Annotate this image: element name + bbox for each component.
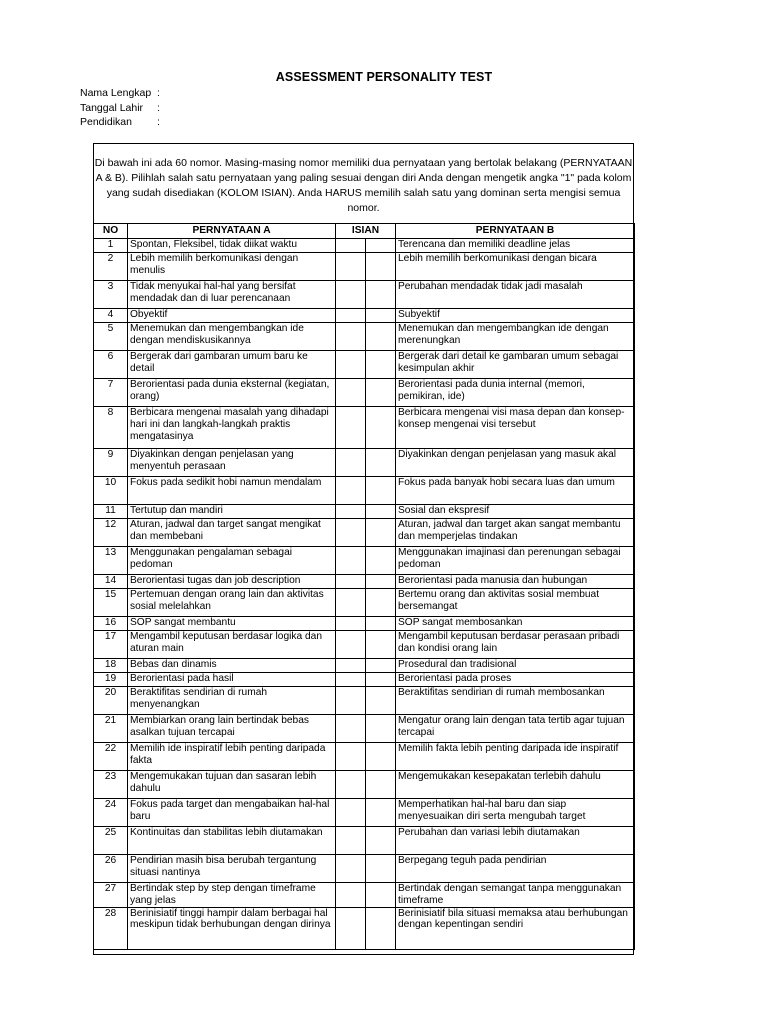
statement-a: Membiarkan orang lain bertindak bebas asalkan tujuan tercapai bbox=[128, 715, 336, 743]
isian-b-cell[interactable] bbox=[366, 673, 396, 687]
isian-a-cell[interactable] bbox=[336, 771, 366, 799]
table-row bbox=[94, 771, 635, 799]
row-number: 9 bbox=[94, 449, 128, 477]
isian-b-cell[interactable] bbox=[366, 477, 396, 505]
isian-b-cell[interactable] bbox=[366, 659, 396, 673]
statement-b: Berinisiatif bila situasi memaksa atau berhubungan dengan kepentingan sendiri bbox=[396, 907, 635, 949]
statement-a: Tidak menyukai hal-hal yang bersifat mendadak dan di luar perencanaan bbox=[128, 281, 336, 309]
isian-a-cell[interactable] bbox=[336, 673, 366, 687]
isian-b-cell[interactable] bbox=[366, 505, 396, 519]
statement-a: Mengemukakan tujuan dan sasaran lebih dahulu bbox=[128, 771, 336, 799]
isian-b-cell[interactable] bbox=[366, 631, 396, 659]
header-pernyataan-a: PERNYATAAN A bbox=[128, 224, 336, 239]
row-number: 21 bbox=[94, 715, 128, 743]
statement-a: SOP sangat membantu bbox=[128, 617, 336, 631]
statement-a: Bertindak step by step dengan timeframe yang jelas bbox=[128, 883, 336, 908]
row-number: 13 bbox=[94, 547, 128, 575]
row-number: 22 bbox=[94, 743, 128, 771]
table-row bbox=[94, 519, 635, 547]
row-number: 25 bbox=[94, 827, 128, 855]
row-number: 8 bbox=[94, 407, 128, 449]
row-number: 2 bbox=[94, 253, 128, 281]
statement-b: Bergerak dari detail ke gambaran umum sebagai kesimpulan akhir bbox=[396, 351, 635, 379]
statements-table bbox=[93, 223, 635, 950]
isian-a-cell[interactable] bbox=[336, 351, 366, 379]
field-label: Tanggal Lahir bbox=[80, 101, 144, 114]
row-number: 15 bbox=[94, 589, 128, 617]
statement-a: Beraktifitas sendirian di rumah menyenangkan bbox=[128, 687, 336, 715]
statement-a: Menemukan dan mengembangkan ide dengan mendiskusikannya bbox=[128, 323, 336, 351]
field-label: Pendidikan bbox=[80, 116, 132, 128]
table-row bbox=[94, 855, 635, 883]
isian-b-cell[interactable] bbox=[366, 687, 396, 715]
statement-a: Berinisiatif tinggi hampir dalam berbagai hal meskipun tidak berhubungan dengan dirinya bbox=[128, 907, 336, 949]
isian-b-cell[interactable] bbox=[366, 281, 396, 309]
isian-b-cell[interactable] bbox=[366, 771, 396, 799]
row-number: 1 bbox=[94, 239, 128, 253]
row-number: 20 bbox=[94, 687, 128, 715]
table-row bbox=[94, 589, 635, 617]
isian-a-cell[interactable] bbox=[336, 687, 366, 715]
isian-a-cell[interactable] bbox=[336, 477, 366, 505]
isian-b-cell[interactable] bbox=[366, 547, 396, 575]
statement-b: Menemukan dan mengembangkan ide dengan merenungkan bbox=[396, 323, 635, 351]
isian-a-cell[interactable] bbox=[336, 309, 366, 323]
isian-a-cell[interactable] bbox=[336, 855, 366, 883]
isian-a-cell[interactable] bbox=[336, 631, 366, 659]
row-number: 14 bbox=[94, 575, 128, 589]
table-row bbox=[94, 673, 635, 687]
isian-a-cell[interactable] bbox=[336, 715, 366, 743]
statement-a: Menggunakan pengalaman sebagai pedoman bbox=[128, 547, 336, 575]
row-number: 11 bbox=[94, 505, 128, 519]
isian-a-cell[interactable] bbox=[336, 883, 366, 908]
isian-b-cell[interactable] bbox=[366, 519, 396, 547]
row-number: 7 bbox=[94, 379, 128, 407]
isian-b-cell[interactable] bbox=[366, 855, 396, 883]
field-label: Nama Lengkap bbox=[80, 87, 152, 99]
statement-b: Fokus pada banyak hobi secara luas dan umum bbox=[396, 477, 635, 505]
isian-a-cell[interactable] bbox=[336, 659, 366, 673]
table-row bbox=[94, 281, 635, 309]
statement-b: Bertindak dengan semangat tanpa menggunakan timeframe bbox=[396, 883, 635, 908]
isian-b-cell[interactable] bbox=[366, 617, 396, 631]
isian-b-cell[interactable] bbox=[366, 715, 396, 743]
table-row bbox=[94, 799, 635, 827]
table-row bbox=[94, 477, 635, 505]
isian-b-cell[interactable] bbox=[366, 799, 396, 827]
header-no: NO bbox=[94, 224, 128, 239]
personal-info bbox=[80, 86, 160, 130]
statement-b: Subyektif bbox=[396, 309, 635, 323]
isian-a-cell[interactable] bbox=[336, 379, 366, 407]
statement-a: Pendirian masih bisa berubah tergantung situasi nantinya bbox=[128, 855, 336, 883]
isian-b-cell[interactable] bbox=[366, 351, 396, 379]
row-number: 19 bbox=[94, 673, 128, 687]
field-separator: : bbox=[157, 87, 160, 99]
table-header-row bbox=[94, 224, 635, 239]
table-row bbox=[94, 547, 635, 575]
field-tanggal-lahir bbox=[80, 101, 160, 116]
isian-b-cell[interactable] bbox=[366, 907, 396, 949]
isian-a-cell[interactable] bbox=[336, 575, 366, 589]
statement-a: Obyektif bbox=[128, 309, 336, 323]
isian-a-cell[interactable] bbox=[336, 505, 366, 519]
row-number: 12 bbox=[94, 519, 128, 547]
table-row bbox=[94, 379, 635, 407]
isian-b-cell[interactable] bbox=[366, 589, 396, 617]
statement-b: Terencana dan memiliki deadline jelas bbox=[396, 239, 635, 253]
statement-b: Sosial dan ekspresif bbox=[396, 505, 635, 519]
statement-b: Berorientasi pada dunia internal (memori, pemikiran, ide) bbox=[396, 379, 635, 407]
isian-b-cell[interactable] bbox=[366, 407, 396, 449]
statement-b: Perubahan mendadak tidak jadi masalah bbox=[396, 281, 635, 309]
isian-b-cell[interactable] bbox=[366, 239, 396, 253]
isian-a-cell[interactable] bbox=[336, 617, 366, 631]
table-row bbox=[94, 827, 635, 855]
statement-a: Bergerak dari gambaran umum baru ke detail bbox=[128, 351, 336, 379]
statement-b: Diyakinkan dengan penjelasan yang masuk akal bbox=[396, 449, 635, 477]
statement-a: Tertutup dan mandiri bbox=[128, 505, 336, 519]
header-isian: ISIAN bbox=[336, 224, 396, 239]
table-row bbox=[94, 617, 635, 631]
statement-b: Beraktifitas sendirian di rumah membosankan bbox=[396, 687, 635, 715]
statement-b: Perubahan dan variasi lebih diutamakan bbox=[396, 827, 635, 855]
table-row bbox=[94, 323, 635, 351]
isian-a-cell[interactable] bbox=[336, 449, 366, 477]
isian-b-cell[interactable] bbox=[366, 309, 396, 323]
statement-a: Mengambil keputusan berdasar logika dan aturan main bbox=[128, 631, 336, 659]
statement-b: SOP sangat membosankan bbox=[396, 617, 635, 631]
isian-a-cell[interactable] bbox=[336, 589, 366, 617]
isian-b-cell[interactable] bbox=[366, 883, 396, 908]
statement-b: Mengambil keputusan berdasar perasaan pribadi dan kondisi orang lain bbox=[396, 631, 635, 659]
statement-b: Memperhatikan hal-hal baru dan siap menyesuaikan diri serta mengubah target bbox=[396, 799, 635, 827]
statement-a: Kontinuitas dan stabilitas lebih diutamakan bbox=[128, 827, 336, 855]
field-nama-lengkap bbox=[80, 86, 160, 101]
isian-b-cell[interactable] bbox=[366, 827, 396, 855]
statement-a: Spontan, Fleksibel, tidak diikat waktu bbox=[128, 239, 336, 253]
page-title: ASSESSMENT PERSONALITY TEST bbox=[275, 70, 493, 84]
isian-a-cell[interactable] bbox=[336, 799, 366, 827]
isian-a-cell[interactable] bbox=[336, 519, 366, 547]
table-row bbox=[94, 351, 635, 379]
isian-a-cell[interactable] bbox=[336, 907, 366, 949]
row-number: 3 bbox=[94, 281, 128, 309]
row-number: 26 bbox=[94, 855, 128, 883]
statement-b: Mengemukakan kesepakatan terlebih dahulu bbox=[396, 771, 635, 799]
isian-b-cell[interactable] bbox=[366, 743, 396, 771]
isian-b-cell[interactable] bbox=[366, 575, 396, 589]
statement-a: Lebih memilih berkomunikasi dengan menulis bbox=[128, 253, 336, 281]
statement-a: Berorientasi tugas dan job description bbox=[128, 575, 336, 589]
table-row bbox=[94, 253, 635, 281]
table-row bbox=[94, 715, 635, 743]
row-number: 17 bbox=[94, 631, 128, 659]
isian-a-cell[interactable] bbox=[336, 407, 366, 449]
statement-b: Berorientasi pada manusia dan hubungan bbox=[396, 575, 635, 589]
field-separator: : bbox=[157, 116, 160, 128]
isian-a-cell[interactable] bbox=[336, 323, 366, 351]
statement-b: Berbicara mengenai visi masa depan dan konsep-konsep mengenai visi tersebut bbox=[396, 407, 635, 449]
table-row bbox=[94, 907, 635, 949]
table-row bbox=[94, 687, 635, 715]
table-row bbox=[94, 505, 635, 519]
statement-b: Bertemu orang dan aktivitas sosial membuat bersemangat bbox=[396, 589, 635, 617]
statement-a: Berbicara mengenai masalah yang dihadapi hari ini dan langkah-langkah praktis mengatasinya bbox=[128, 407, 336, 449]
table-row bbox=[94, 239, 635, 253]
statement-a: Memilih ide inspiratif lebih penting daripada fakta bbox=[128, 743, 336, 771]
statement-a: Pertemuan dengan orang lain dan aktivitas sosial melelahkan bbox=[128, 589, 336, 617]
isian-b-cell[interactable] bbox=[366, 253, 396, 281]
statement-a: Berorientasi pada hasil bbox=[128, 673, 336, 687]
isian-a-cell[interactable] bbox=[336, 281, 366, 309]
row-number: 18 bbox=[94, 659, 128, 673]
isian-b-cell[interactable] bbox=[366, 449, 396, 477]
row-number: 16 bbox=[94, 617, 128, 631]
row-number: 27 bbox=[94, 883, 128, 908]
row-number: 6 bbox=[94, 351, 128, 379]
row-number: 10 bbox=[94, 477, 128, 505]
table-row bbox=[94, 309, 635, 323]
row-number: 5 bbox=[94, 323, 128, 351]
statement-a: Aturan, jadwal dan target sangat mengikat dan membebani bbox=[128, 519, 336, 547]
statement-b: Berpegang teguh pada pendirian bbox=[396, 855, 635, 883]
isian-a-cell[interactable] bbox=[336, 253, 366, 281]
statement-b: Berorientasi pada proses bbox=[396, 673, 635, 687]
isian-b-cell[interactable] bbox=[366, 323, 396, 351]
statement-b: Prosedural dan tradisional bbox=[396, 659, 635, 673]
row-number: 4 bbox=[94, 309, 128, 323]
isian-b-cell[interactable] bbox=[366, 379, 396, 407]
table-row bbox=[94, 743, 635, 771]
table-row bbox=[94, 883, 635, 908]
table-row bbox=[94, 659, 635, 673]
statement-a: Diyakinkan dengan penjelasan yang menyentuh perasaan bbox=[128, 449, 336, 477]
table-row bbox=[94, 449, 635, 477]
table-row bbox=[94, 631, 635, 659]
isian-a-cell[interactable] bbox=[336, 743, 366, 771]
statement-b: Menggunakan imajinasi dan perenungan sebagai pedoman bbox=[396, 547, 635, 575]
field-pendidikan bbox=[80, 115, 160, 130]
statement-a: Bebas dan dinamis bbox=[128, 659, 336, 673]
row-number: 24 bbox=[94, 799, 128, 827]
row-number: 23 bbox=[94, 771, 128, 799]
isian-a-cell[interactable] bbox=[336, 547, 366, 575]
field-separator: : bbox=[157, 101, 160, 114]
statement-a: Fokus pada sedikit hobi namun mendalam bbox=[128, 477, 336, 505]
isian-a-cell[interactable] bbox=[336, 827, 366, 855]
statement-b: Aturan, jadwal dan target akan sangat membantu dan memperjelas tindakan bbox=[396, 519, 635, 547]
row-number: 28 bbox=[94, 907, 128, 949]
isian-a-cell[interactable] bbox=[336, 239, 366, 253]
statement-a: Berorientasi pada dunia eksternal (kegiatan, orang) bbox=[128, 379, 336, 407]
statement-b: Memilih fakta lebih penting daripada ide inspiratif bbox=[396, 743, 635, 771]
header-pernyataan-b: PERNYATAAN B bbox=[396, 224, 635, 239]
table-row bbox=[94, 407, 635, 449]
instructions-text: Di bawah ini ada 60 nomor. Masing-masing nomor memiliki dua pernyataan yang bertolak belakang (PERNYATAAN A & B). Pilihlah salah satu pernyataan yang paling sesuai dengan diri Anda dengan mengetik angka "1" pada kolom yang sudah disediakan (KOLOM ISIAN). Anda HARUS memilih salah satu yang dominan serta mengisi semua nomor. bbox=[94, 157, 633, 214]
statement-b: Lebih memilih berkomunikasi dengan bicara bbox=[396, 253, 635, 281]
statement-a: Fokus pada target dan mengabaikan hal-hal baru bbox=[128, 799, 336, 827]
table-row bbox=[94, 575, 635, 589]
statement-b: Mengatur orang lain dengan tata tertib agar tujuan tercapai bbox=[396, 715, 635, 743]
